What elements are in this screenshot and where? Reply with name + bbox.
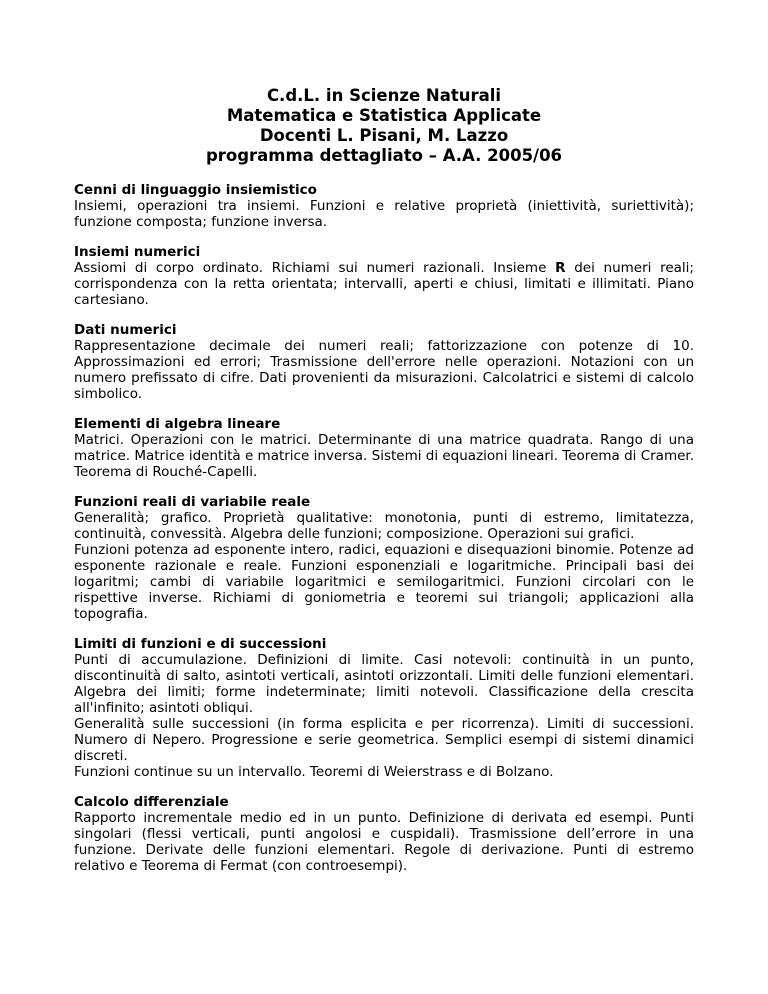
paragraph-text: Assiomi di corpo ordinato. Richiami sui numeri razionali. Insieme xyxy=(74,260,556,276)
real-numbers-symbol: R xyxy=(555,260,566,276)
section-paragraph: Funzioni potenza ad esponente intero, radici, equazioni e disequazioni binomie. Potenze ad esponente razionale e reale. Funzioni esponenziali e logaritmiche. Principali basi dei logaritmi; cambi di variabile logaritmici e semilogaritmici. Funzioni circolari con le rispettive inverse. Richiami di goniometria e teoremi sui triangoli; applicazioni alla topografia. xyxy=(74,542,694,622)
subject-title: Matematica e Statistica Applicate xyxy=(226,106,542,125)
section-title: Funzioni reali di variabile reale xyxy=(74,494,311,510)
course-title: C.d.L. in Scienze Naturali xyxy=(266,86,502,105)
section-paragraph: Insiemi, operazioni tra insiemi. Funzioni e relative proprietà (iniettività, suriettività); funzione composta; funzione inversa. xyxy=(74,198,694,230)
teachers-line: Docenti L. Pisani, M. Lazzo xyxy=(259,126,509,145)
section-dati-numerici xyxy=(74,322,694,402)
section-paragraph: Rappresentazione decimale dei numeri reali; fattorizzazione con potenze di 10. Approssimazioni ed errori; Trasmissione dell'errore nelle operazioni. Notazioni con un numero prefissato di cifre. Dati provenienti da misurazioni. Calcolatrici e sistemi di calcolo simbolico. xyxy=(74,338,694,402)
section-title: Limiti di funzioni e di successioni xyxy=(74,636,327,652)
section-insiemi-numerici xyxy=(74,244,694,308)
section-title: Calcolo differenziale xyxy=(74,794,229,810)
section-paragraph: Generalità; grafico. Proprietà qualitative: monotonia, punti di estremo, limitatezza, continuità, convessità. Algebra delle funzioni; composizione. Operazioni sui grafici. xyxy=(74,510,694,542)
section-title: Elementi di algebra lineare xyxy=(74,416,281,432)
document-header xyxy=(74,86,694,166)
section-paragraph: Funzioni continue su un intervallo. Teoremi di Weierstrass e di Bolzano. xyxy=(74,764,554,780)
section-algebra-lineare xyxy=(74,416,694,480)
section-paragraph: Matrici. Operazioni con le matrici. Determinante di una matrice quadrata. Rango di una matrice. Matrice identità e matrice inversa. Sistemi di equazioni lineari. Teorema di Cramer. Teorema di Rouché-Capelli. xyxy=(74,432,695,480)
section-title: Insiemi numerici xyxy=(74,244,201,260)
section-funzioni-reali xyxy=(74,494,694,622)
section-paragraph xyxy=(74,260,694,308)
section-paragraph: Generalità sulle successioni (in forma esplicita e per ricorrenza). Limiti di successioni. Numero di Nepero. Progressione e serie geometrica. Semplici esempi di sistemi dinamici discreti. xyxy=(74,716,694,764)
section-paragraph: Rapporto incrementale medio ed in un punto. Definizione di derivata ed esempi. Punti singolari (flessi verticali, punti angolosi e cuspidali). Trasmissione dell’errore in una funzione. Derivate delle funzioni elementari. Regole di derivazione. Punti di estremo relativo e Teorema di Fermat (con controesempi). xyxy=(74,810,694,874)
document-page xyxy=(74,86,694,888)
section-title: Dati numerici xyxy=(74,322,177,338)
section-calcolo-differenziale xyxy=(74,794,694,874)
program-title: programma dettagliato – A.A. 2005/06 xyxy=(205,146,563,165)
section-paragraph: Punti di accumulazione. Definizioni di limite. Casi notevoli: continuità in un punto, discontinuità di salto, asintoti verticali, asintoti orizzontali. Limiti delle funzioni elementari. Algebra dei limiti; forme indeterminate; limiti notevoli. Classificazione della crescita all'infinito; asintoti obliqui. xyxy=(74,652,694,716)
section-linguaggio-insiemistico xyxy=(74,182,694,230)
paragraph-text: dei numeri reali; corrispondenza con la retta orientata; intervalli, aperti e chiusi, limitati e illimitati. Piano cartesiano. xyxy=(74,260,694,308)
section-limiti xyxy=(74,636,694,780)
section-title: Cenni di linguaggio insiemistico xyxy=(74,182,317,198)
